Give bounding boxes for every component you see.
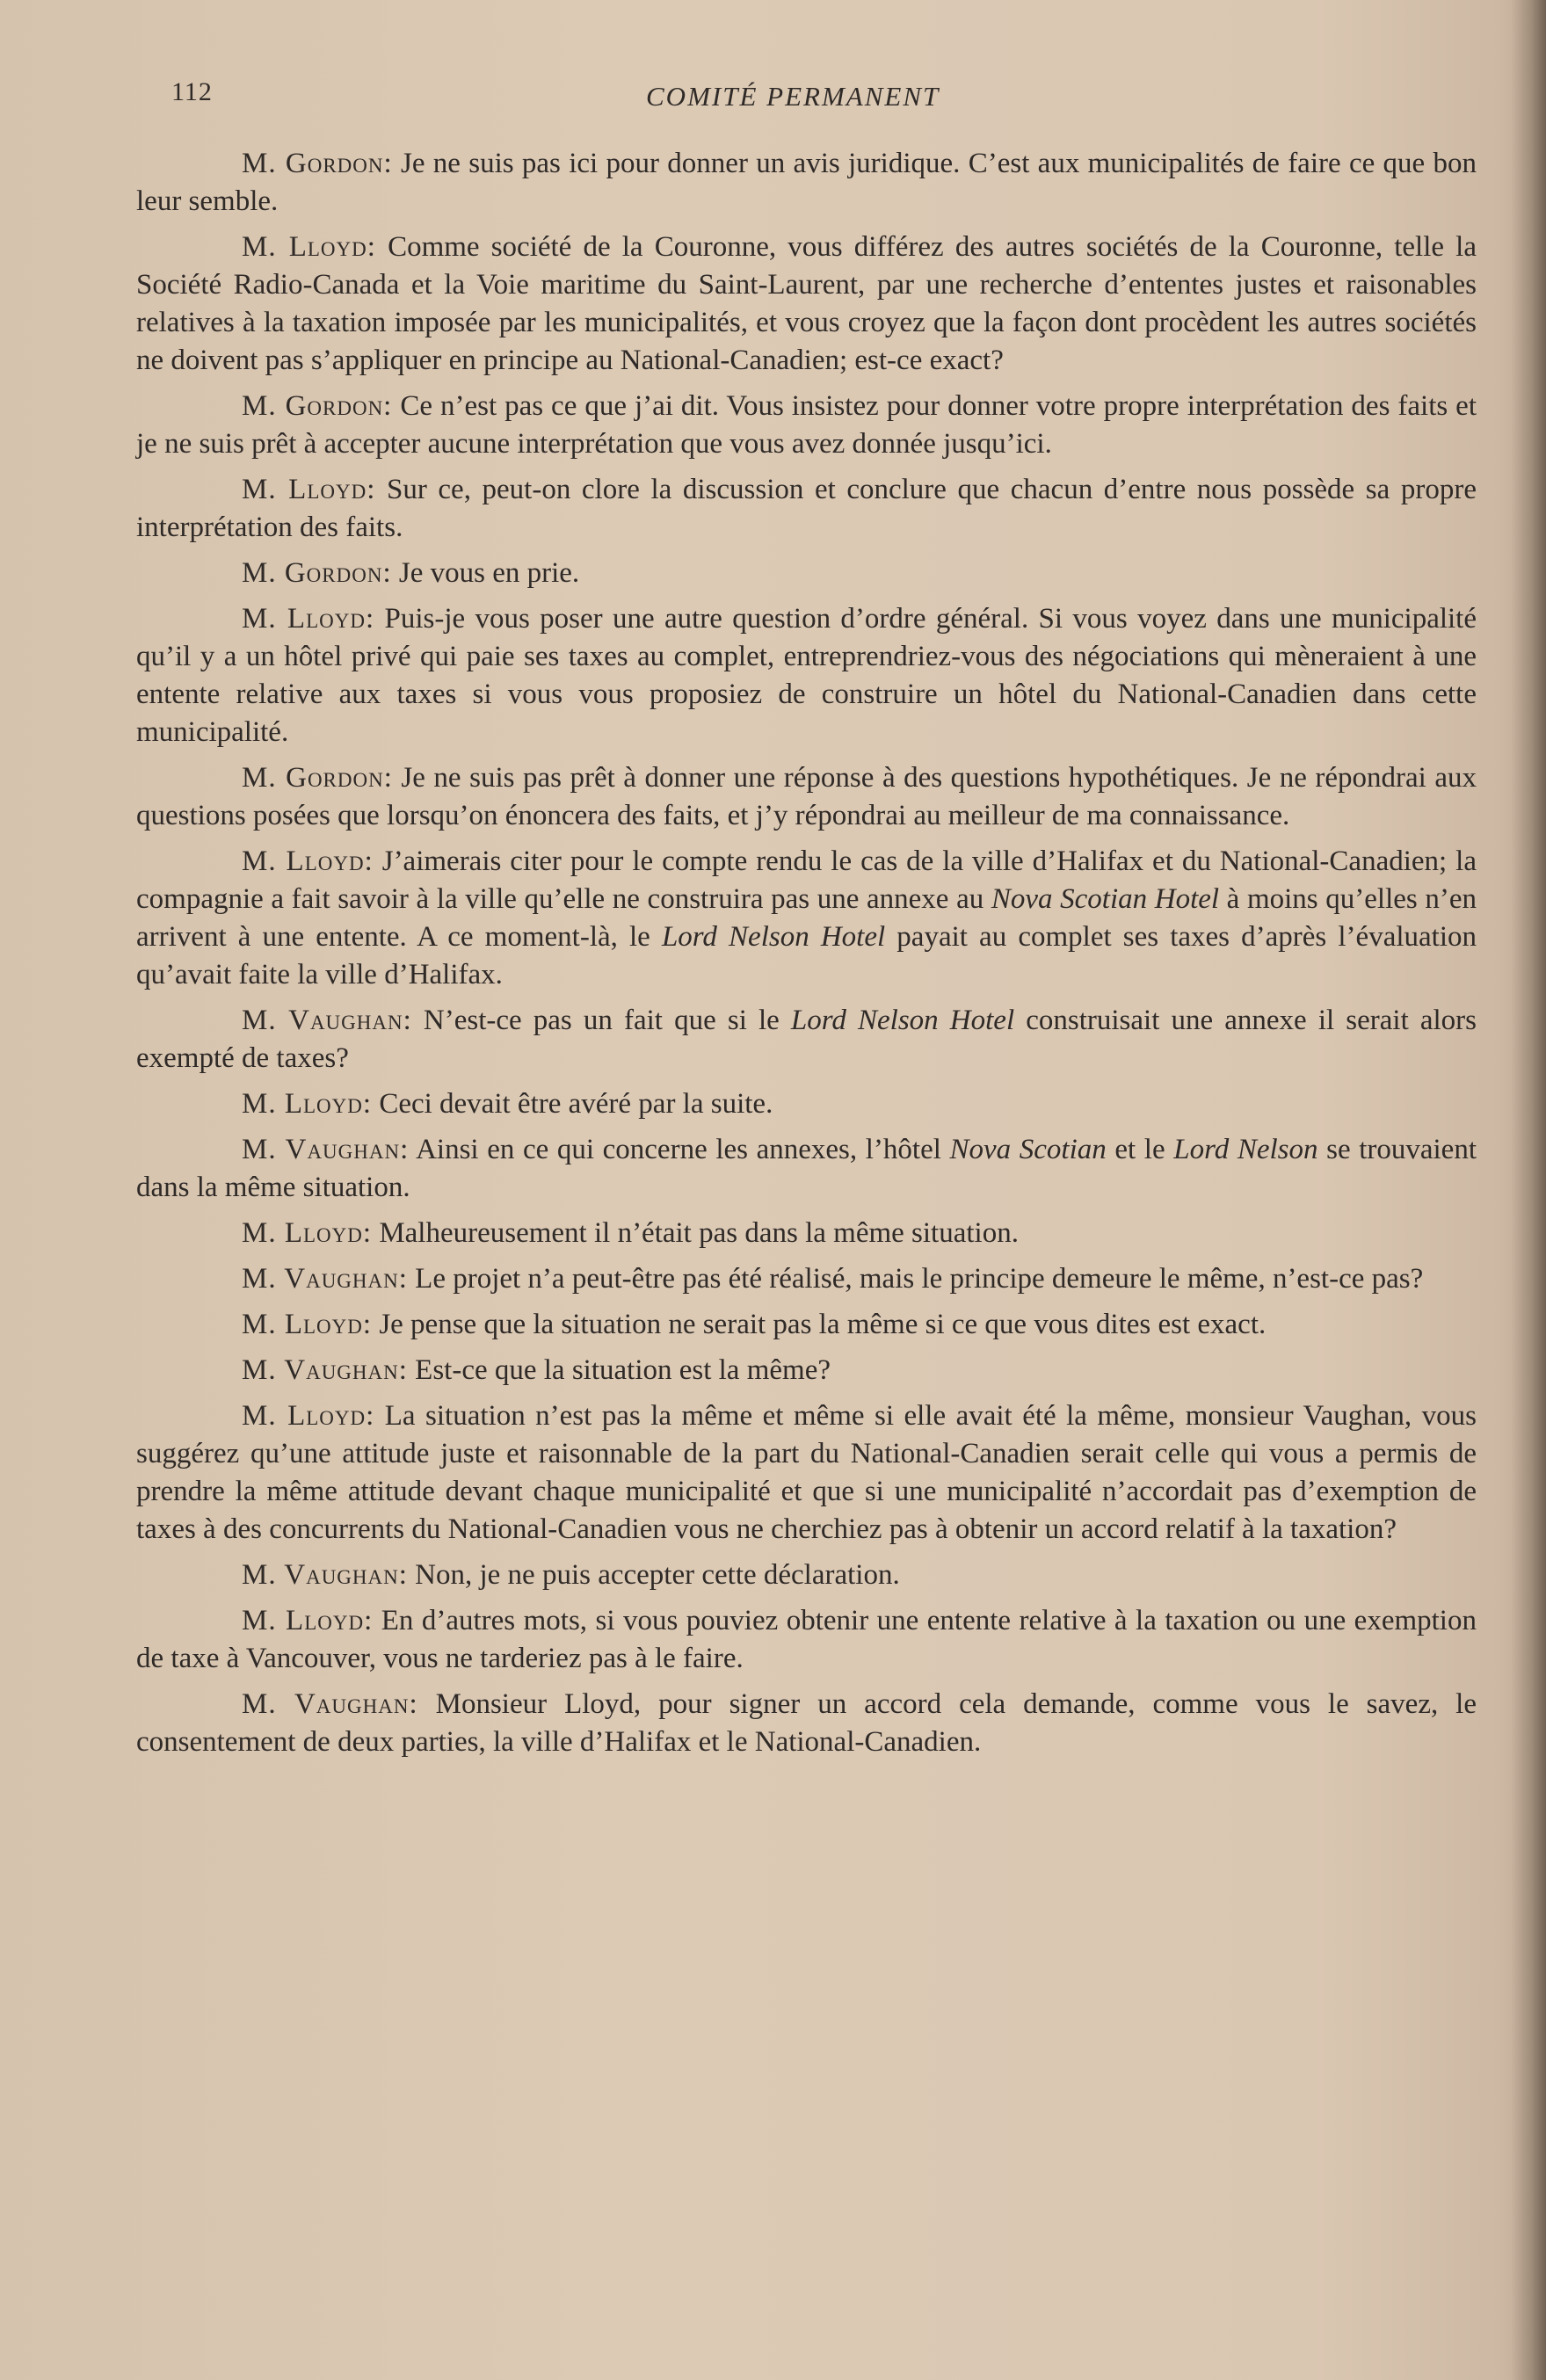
speaker-name: M. Lloyd:: [242, 1605, 374, 1636]
exchange-paragraph: [136, 1260, 1477, 1298]
speech-text: Je pense que la situation ne serait pas la même si ce que vous dites est exact.: [372, 1309, 1267, 1340]
speech-text: Ainsi en ce qui concerne les annexes, l’hôtel: [409, 1134, 950, 1165]
exchange-paragraph: [136, 1352, 1477, 1390]
page-header: [171, 72, 1472, 125]
hotel-name: Lord Nelson Hotel: [790, 1005, 1015, 1036]
exchange-paragraph: [136, 229, 1477, 380]
exchange-paragraph: [136, 388, 1477, 463]
speaker-name: M. Lloyd:: [242, 1400, 375, 1432]
speaker-name: M. Vaughan:: [242, 1354, 408, 1386]
speech-text: J’aimerais citer pour le compte rendu le cas de la ville d’Halifax et du National-Canadien; la compagnie a fait savoir à la ville qu’elle ne construira pas une annexe au: [136, 845, 1477, 915]
running-title: COMITÉ PERMANENT: [646, 81, 940, 112]
speech-text: Non, je ne puis accepter cette déclaration.: [407, 1559, 900, 1591]
exchange-paragraph: [136, 1397, 1477, 1549]
speaker-name: M. Vaughan:: [242, 1134, 410, 1165]
exchange-paragraph: [136, 759, 1477, 835]
speaker-name: M. Gordon:: [242, 762, 393, 794]
speech-text: Puis-je vous poser une autre question d’ordre général. Si vous voyez dans une municipalité qu’il y a un hôtel privé qui paie ses taxes au complet, entreprendriez-vous des négociations qui mèneraient à une entente relative aux taxes si vous vous proposiez de construire un hôtel du National-Canadien dans cette municipalité.: [136, 603, 1477, 748]
exchange-paragraph: [136, 1085, 1477, 1123]
speech-text: En d’autres mots, si vous pouviez obtenir une entente relative à la taxation ou une exemption de taxe à Vancouver, vous ne tarderiez pas à le faire.: [136, 1605, 1477, 1674]
hotel-name: Lord Nelson: [1173, 1134, 1318, 1165]
speaker-name: M. Lloyd:: [242, 1217, 373, 1249]
exchange-paragraph: [136, 1686, 1477, 1761]
speaker-name: M. Lloyd:: [242, 231, 376, 263]
speaker-name: M. Vaughan:: [242, 1005, 412, 1036]
exchange-paragraph: [136, 1002, 1477, 1078]
transcript-body: [136, 145, 1477, 1769]
exchange-paragraph: [136, 1131, 1477, 1207]
speech-text: Monsieur Lloyd, pour signer un accord cela demande, comme vous le savez, le consentement de deux parties, la ville d’Halifax et le National-Canadien.: [136, 1688, 1477, 1758]
speech-text: et le: [1106, 1134, 1174, 1165]
speaker-name: M. Gordon:: [242, 557, 392, 589]
page-number: 112: [171, 77, 213, 106]
speech-text: Le projet n’a peut-être pas été réalisé, mais le principe demeure le même, n’est-ce pas?: [407, 1263, 1424, 1295]
hotel-name: Nova Scotian Hotel: [991, 883, 1220, 915]
speech-text: La situation n’est pas la même et même si elle avait été la même, monsieur Vaughan, vous suggérez qu’une attitude juste et raisonnable de la part du National-Canadien serait celle qui vous a permis de prendre la même attitude devant chaque municipalité et que si une municipalité n’accordait pas d’exemption de taxes à des concurrents du National-Canadien vous ne cherchiez pas à obtenir un accord relatif à la taxation?: [136, 1400, 1477, 1545]
speech-text: Comme société de la Couronne, vous différez des autres sociétés de la Couronne, telle la Société Radio-Canada et la Voie maritime du Saint-Laurent, par une recherche d’ententes justes et raisonables relatives à la taxation imposée par les municipalités, et vous croyez que la façon dont procèdent les autres sociétés ne doivent pas s’appliquer en principe au National-Canadien; est-ce exact?: [136, 231, 1477, 376]
speech-text: Malheureusement il n’était pas dans la même situation.: [372, 1217, 1019, 1249]
speech-text: payait au complet ses taxes d’après l’évaluation qu’avait faite la ville d’Halifax.: [136, 921, 1477, 990]
speaker-name: M. Vaughan:: [242, 1688, 418, 1720]
speech-text: Je ne suis pas prêt à donner une réponse à des questions hypothétiques. Je ne répondrai aux questions posées que lorsqu’on énoncera des faits, et j’y répondrai au meilleur de ma connaissance.: [136, 762, 1477, 831]
exchange-paragraph: [136, 1556, 1477, 1594]
speaker-name: M. Lloyd:: [242, 845, 374, 877]
page-gutter-shadow: [1511, 0, 1546, 2380]
speech-text: Est-ce que la situation est la même?: [407, 1354, 831, 1386]
exchange-paragraph: [136, 471, 1477, 547]
speaker-name: M. Gordon:: [242, 148, 393, 179]
speech-text: Je vous en prie.: [391, 557, 580, 589]
speech-text: Je ne suis pas ici pour donner un avis juridique. C’est aux municipalités de faire ce que bon leur semble.: [136, 148, 1477, 217]
exchange-paragraph: [136, 555, 1477, 592]
speech-text: construisait une annexe il serait alors exempté de taxes?: [136, 1005, 1477, 1074]
exchange-paragraph: [136, 1306, 1477, 1344]
speech-text: Ce n’est pas ce que j’ai dit. Vous insistez pour donner votre propre interprétation des faits et je ne suis prêt à accepter aucune interprétation que vous avez donnée jusqu’ici.: [136, 390, 1477, 460]
speech-text: Ceci devait être avéré par la suite.: [372, 1088, 773, 1120]
speaker-name: M. Gordon:: [242, 390, 393, 422]
speech-text: Sur ce, peut-on clore la discussion et conclure que chacun d’entre nous possède sa propre interprétation des faits.: [136, 474, 1477, 543]
exchange-paragraph: [136, 145, 1477, 221]
speaker-name: M. Vaughan:: [242, 1559, 408, 1591]
hotel-name: Nova Scotian: [949, 1134, 1107, 1165]
speech-text: à moins qu’elles n’en arrivent à une entente. A ce moment-là, le: [136, 883, 1477, 953]
exchange-paragraph: [136, 843, 1477, 994]
speaker-name: M. Lloyd:: [242, 1088, 373, 1120]
exchange-paragraph: [136, 1215, 1477, 1252]
speaker-name: M. Vaughan:: [242, 1263, 408, 1295]
speaker-name: M. Lloyd:: [242, 603, 375, 635]
exchange-paragraph: [136, 600, 1477, 751]
exchange-paragraph: [136, 1602, 1477, 1678]
speaker-name: M. Lloyd:: [242, 474, 376, 505]
speaker-name: M. Lloyd:: [242, 1309, 373, 1340]
speech-text: se trouvaient dans la même situation.: [136, 1134, 1477, 1203]
hotel-name: Lord Nelson Hotel: [661, 921, 886, 953]
speech-text: N’est-ce pas un fait que si le: [411, 1005, 791, 1036]
